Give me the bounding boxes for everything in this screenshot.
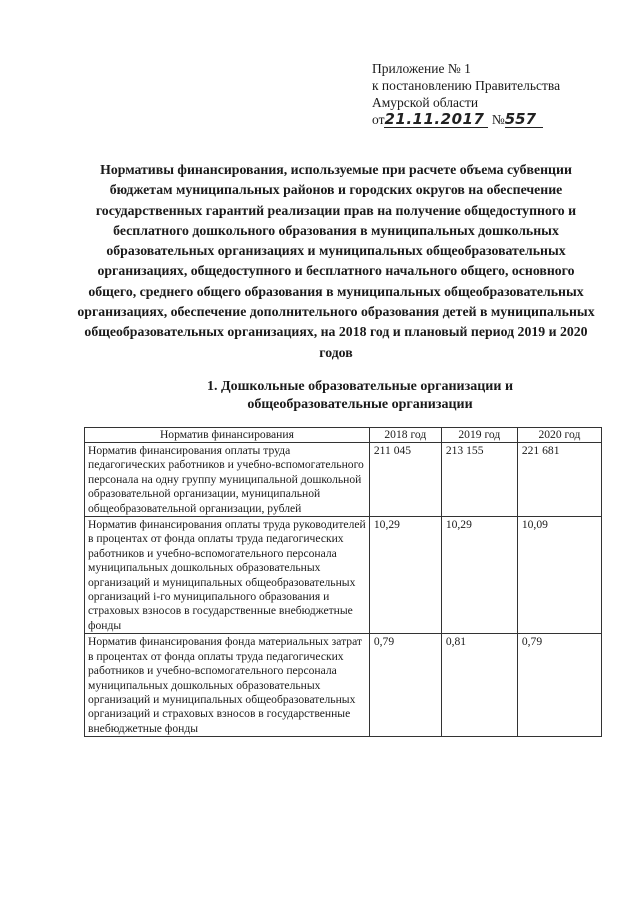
handwritten-number: 557 — [505, 112, 543, 128]
row-value-2018: 211 045 — [369, 443, 441, 517]
row-value-2020: 0,79 — [517, 634, 601, 737]
row-value-2019: 10,29 — [441, 517, 517, 634]
appendix-number: Приложение № 1 — [372, 61, 471, 76]
from-prefix: от — [372, 112, 385, 127]
section-title: 1. Дошкольные образовательные организации и общеобразовательные организации — [206, 379, 514, 412]
handwritten-date: 21.11.2017 — [384, 112, 488, 128]
table-header-row — [85, 428, 602, 443]
row-value-2018: 0,79 — [369, 634, 441, 737]
row-label: Норматив финансирования оплаты труда педагогических работников и учебно-вспомогательного персонала на одну группу муниципальной дошкольной образовательной организации, муниципальной общеобразовательной организации, рублей — [85, 443, 370, 517]
appendix-block — [372, 60, 634, 128]
header-2020: 2020 год — [517, 428, 601, 443]
number-prefix: № — [491, 112, 505, 127]
header-2018: 2018 год — [369, 428, 441, 443]
row-value-2020: 10,09 — [517, 517, 601, 634]
table-row — [85, 517, 602, 634]
row-value-2018: 10,29 — [369, 517, 441, 634]
row-value-2020: 221 681 — [517, 443, 601, 517]
appendix-region: Амурской области — [372, 95, 479, 110]
appendix-date-line — [372, 111, 634, 128]
appendix-resolution: к постановлению Правительства — [372, 78, 561, 93]
row-value-2019: 213 155 — [441, 443, 517, 517]
row-value-2019: 0,81 — [441, 634, 517, 737]
table-row — [85, 634, 602, 737]
row-label: Норматив финансирования оплаты труда руководителей в процентах от фонда оплаты труда педагогических работников и учебно-вспомогательного персонала муниципальных дошкольных образовательных организаций и муниципальных общеобразовательных организаций i-го муниципального образования и страховых взносов в государственные внебюджетные фонды — [85, 517, 370, 634]
financing-table — [84, 427, 602, 737]
document-title: Нормативы финансирования, используемые при расчете объема субвенции бюджетам муниципальных районов и городских округов на обеспечение государственных гарантий реализации прав на получение общедоступного и бесплатного дошкольного образования в муниципальных дошкольных образовательных организациях и муниципальных общеобразовательных организациях, общедоступного и бесплатного начального общего, основного общего, среднего общего образования в муниципальных общеобразовательных организациях, обеспечение дополнительного образования детей в муниципальных общеобразовательных организациях, на 2018 год и плановый период 2019 и 2020 годов — [77, 162, 595, 360]
header-2019: 2019 год — [441, 428, 517, 443]
row-label: Норматив финансирования фонда материальных затрат в процентах от фонда оплаты труда педагогических работников и учебно-вспомогательного персонала муниципальных дошкольных образовательных организаций и муниципальных общеобразовательных организаций и страховых взносов в государственные внебюджетные фонды — [85, 634, 370, 737]
table-row — [85, 443, 602, 517]
header-norm: Норматив финансирования — [85, 428, 370, 443]
